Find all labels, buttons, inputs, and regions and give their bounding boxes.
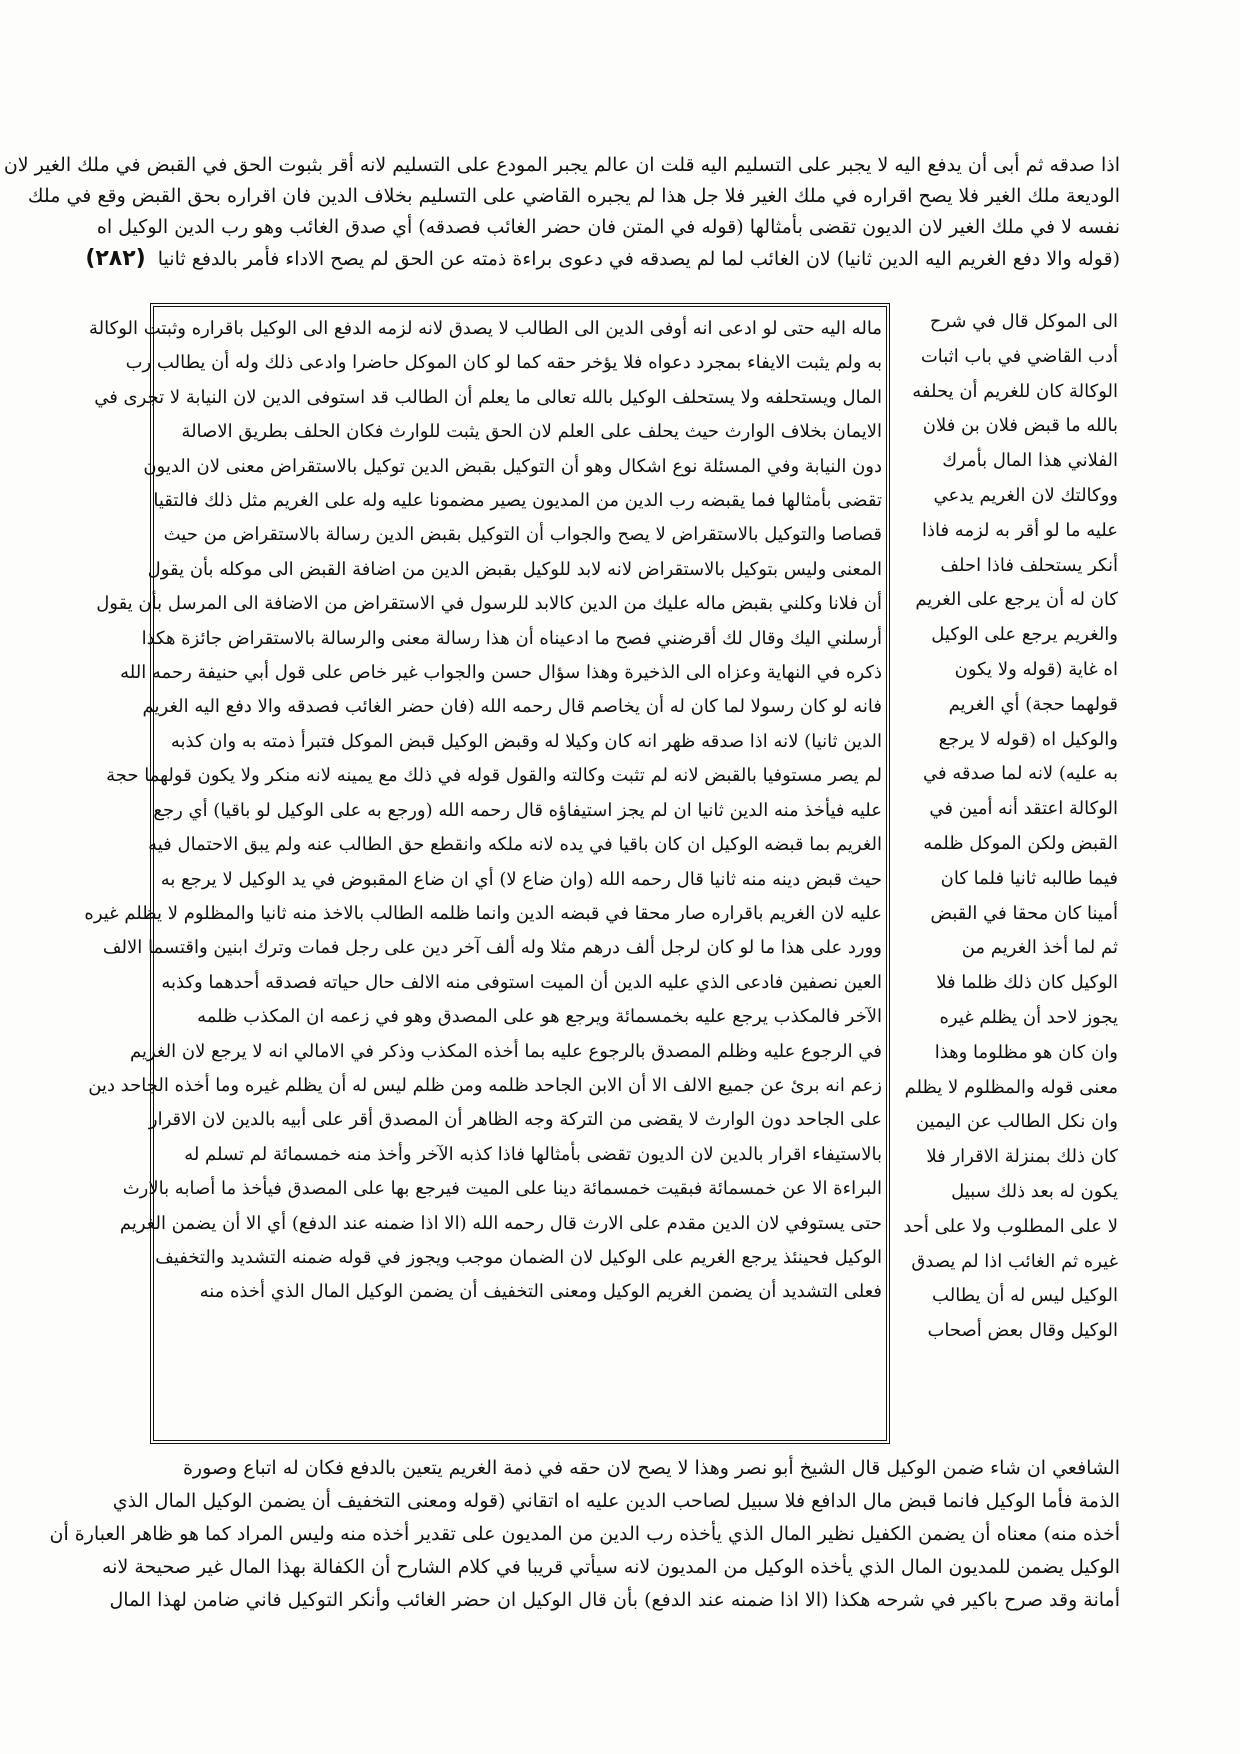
main-line: بالاستيفاء اقرار بالدين لان الديون تقضى بأمثالها فاذا كذبه الآخر وأخذ منه خمسمائة لم تسلم له <box>184 1143 882 1165</box>
main-line: المال ويستحلفه ولا يستحلف الوكيل بالله تعالى ما يعلم أن الطالب قد استوفى الدين لان النيابة لا تجرى في <box>94 386 882 408</box>
side-line: كان له أن يرجع على الغريم <box>915 589 1118 611</box>
footer-line-4: الوكيل يضمن للمديون المال الذي يأخذه الوكيل من المديون لانه سيأتي قريبا في كلام الشارح أن الكفالة بهذا المال غير صحيحة لانه <box>102 1556 1120 1578</box>
side-line: الفلاني هذا المال بأمرك <box>942 450 1118 472</box>
main-line: قصاصا والتوكيل بالاستقراض لا يصح والجواب أن التوكيل بقبض الدين رسالة بالاستقراض من حيث <box>163 524 882 546</box>
main-line: الغريم بما قبضه الوكيل ان كان باقيا في يده لانه ملكه وانقطع حق الطالب عنه ولم يبق الاحتمال فيه <box>148 834 882 856</box>
main-line: على الجاحد دون الوارث لا يقضى من التركة وجه الظاهر أن المصدق أقر على أبيه بالدين لان الاقرار <box>148 1109 882 1131</box>
main-commentary-text <box>84 312 882 1436</box>
main-line: عليه فيأخذ منه الدين ثانيا ان لم يجز استيفاؤه قال رحمه الله (ورجع به على الوكيل لو باقيا) أي رجع <box>153 799 882 821</box>
side-line: القبض ولكن الموكل ظلمه <box>923 832 1118 854</box>
main-line: الدين ثانيا) لانه اذا صدقه ظهر انه كان وكيلا له وقبض الوكيل قبض الموكل فتبرأ ذمته به وان كذبه <box>170 730 882 752</box>
main-line: حيث قبض دينه منه ثانيا قال رحمه الله (وان ضاع لا) أي ان ضاع المقبوض في يد الوكيل لا يرجع به <box>160 868 882 890</box>
side-line: فيما طالبه ثانيا فلما كان <box>940 867 1118 889</box>
side-line: معنى قوله والمظلوم لا يظلم <box>904 1076 1118 1098</box>
side-line: غيره ثم الغائب اذا لم يصدق <box>911 1250 1118 1272</box>
header-line-4 <box>85 243 1120 275</box>
side-line: الوكيل وقال بعض أصحاب <box>927 1320 1118 1342</box>
side-line: كان ذلك بمنزلة الاقرار فلا <box>926 1146 1118 1168</box>
header-line-1: اذا صدقه ثم أبى أن يدفع اليه لا يجبر على التسليم اليه قلت ان عالم يجبر المودع على التسليم لانه أقر بثبوت الحق في القبض في ملك الغير لان <box>3 154 1120 176</box>
main-line: زعم انه برئ عن جميع الالف الا أن الابن الجاحد ظلمه ومن ظلم ليس له أن يظلم غيره وما أخذه الجاحد دين <box>88 1074 882 1096</box>
main-line: أن فلانا وكلني بقبض ماله عليك من الدين كالابد للرسول في الاستقراض من الاضافة الى المرسل بأن يقول <box>96 593 882 615</box>
side-line: الوكالة كان للغريم أن يحلفه <box>912 380 1118 402</box>
side-line: بالله ما قبض فلان بن فلان <box>922 415 1118 437</box>
side-line: أنكر يستحلف فاذا احلف <box>940 554 1118 576</box>
main-line: وورد على هذا ما لو كان لرجل ألف درهم مثلا وله ألف آخر دين على رجل فمات وترك ابنين واقتسما الالف <box>102 937 882 959</box>
main-line: أرسلني اليك وقال لك أقرضني فصح ما ادعيناه أن هذا رسالة معنى والرسالة بالاستقراض جائزة هكذا <box>141 627 882 649</box>
side-line: به عليه) لانه لما صدقه في <box>923 763 1118 785</box>
main-line: الوكيل فحينئذ يرجع الغريم على الوكيل لان الضمان موجب ويجوز في قوله ضمنه التشديد والتخفيف <box>155 1246 882 1268</box>
header-line-3: نفسه لا في ملك الغير لان الديون تقضى بأمثالها (قوله في المتن فان حضر الغائب فصدقه) أي صدق الغائب وهو رب الدين الوكيل اه <box>96 216 1120 238</box>
footer-text-block <box>49 1452 1120 1617</box>
side-line: الوكيل كان ذلك ظلما فلا <box>936 972 1118 994</box>
footer-line-3: أخذه منه) معناه أن يضمن الكفيل نظير المال الذي يأخذه رب الدين من المديون على تقدير أخذه منه وليس المراد كما هو ظاهر العبارة أن <box>49 1523 1120 1545</box>
footer-line-5: أمانة وقد صرح باكير في شرحه هكذا (الا اذا ضمنه عند الدفع) بأن قال الوكيل ان حضر الغائب وأنكر التوكيل فاني ضامن لهذا المال <box>109 1589 1120 1611</box>
main-line: عليه لان الغريم باقراره صار محقا في قبضه الدين وانما ظلمه الطالب بالاخذ منه ثانيا والمظلوم لا يظلم غيره <box>84 902 882 924</box>
side-line: والوكيل اه (قوله لا يرجع <box>938 728 1118 750</box>
main-line: العين نصفين فادعى الذي عليه الدين أن الميت استوفى منه الالف حال حياته فصدقه أحدهما وكذبه <box>161 971 882 993</box>
side-line: والغريم يرجع على الوكيل <box>931 624 1118 646</box>
main-line: المعنى وليس بتوكيل بالاستقراض لانه لابد للوكيل بقبض الدين من اضافة القبض الى موكله بأن يقول <box>147 558 882 580</box>
main-line: فانه لو كان رسولا لما كان له أن يخاصم قال رحمه الله (فان حضر الغائب فصدقه والا دفع اليه الغريم <box>142 696 882 718</box>
main-line: لم يصر مستوفيا بالقبض لانه لم تثبت وكالته والقول قوله في ذلك مع يمينه لانه منكر ولا يكون قولهما حجة <box>106 765 882 787</box>
main-line: به ولم يثبت الايفاء بمجرد دعواه فلا يؤخر حقه كما لو كان الموكل حاضرا وادعى ذلك وله أن يطالب رب <box>125 352 882 374</box>
margin-gloss-text <box>900 305 1118 1445</box>
main-line: البراءة الا عن خمسمائة فبقيت خمسمائة دينا على الميت فيرجع بها على المصدق فيأخذ ما أصابه بالارث <box>122 1178 882 1200</box>
footer-line-2: الذمة فأما الوكيل فانما قبض مال الدافع فلا سبيل لصاحب الدين عليه اه اتقاني (قوله ومعنى التخفيف أن يضمن الوكيل المال الذي <box>112 1490 1120 1512</box>
side-line: وان نكل الطالب عن اليمين <box>915 1111 1118 1133</box>
side-line: اه غاية (قوله ولا يكون <box>954 658 1118 680</box>
side-line: ثم لما أخذ الغريم من <box>961 937 1118 959</box>
side-line: يكون له بعد ذلك سبيل <box>951 1180 1118 1202</box>
page-number: (٢٨٢) <box>85 246 146 271</box>
side-line: لا على المطلوب ولا على أحد <box>903 1215 1118 1237</box>
main-line: ماله اليه حتى لو ادعى انه أوفى الدين الى الطالب لا يصدق لانه لزمه الدفع الى الوكيل باقراره وثبتت الوكالة <box>89 318 882 339</box>
side-line: قولهما حجة) أي الغريم <box>948 693 1118 715</box>
side-line: الوكالة اعتقد أنه أمين في <box>929 798 1118 820</box>
side-line: يجوز لاحد أن يظلم غيره <box>939 1006 1118 1028</box>
header-line-2: الوديعة ملك الغير فلا يصح اقراره في ملك الغير فلا جل هذا لم يجبره القاضي على التسليم بخلاف الدين فان اقراره بحق القبض وقع في ملك <box>27 185 1120 207</box>
main-line: دون النيابة وفي المسئلة نوع اشكال وهو أن التوكيل بقبض الدين توكيل بالاستقراض معنى لان الديون <box>143 455 882 477</box>
side-line: الى الموكل قال في شرح <box>929 311 1118 332</box>
side-line: أدب القاضي في باب اثبات <box>920 345 1118 367</box>
header-text-block <box>3 150 1120 275</box>
main-line: حتى يستوفي لان الدين مقدم على الارث قال رحمه الله (الا اذا ضمنه عند الدفع) أي الا أن يضمن الغريم <box>119 1212 882 1234</box>
side-line: أمينا كان محقا في القبض <box>930 902 1118 924</box>
main-line: ذكره في النهاية وعزاه الى الذخيرة وهذا سؤال حسن والجواب غير خاص على قول أبي حنيفة رحمه الله <box>120 662 882 684</box>
main-line: في الرجوع عليه وظلم المصدق بالرجوع عليه بما أخذه المكذب وذكر في الامالي انه لا يرجع لان الغريم <box>130 1040 882 1062</box>
side-line: ووكالتك لان الغريم يدعي <box>933 484 1118 506</box>
main-line: تقضى بأمثالها فما يقبضه رب الدين من المديون يصير مضمونا عليه وله على الغريم مثل ذلك فالتقيا <box>153 490 882 512</box>
side-line: عليه ما لو أقر به لزمه فاذا <box>921 519 1118 541</box>
main-line: الآخر فالمكذب يرجع عليه بخمسمائة ويرجع هو على المصدق وهو في زعمه ان المكذب ظلمه <box>197 1006 882 1028</box>
side-line: الوكيل ليس له أن يطالب <box>932 1285 1118 1307</box>
side-line: وان كان هو مظلوما وهذا <box>934 1041 1118 1063</box>
footer-line-1: الشافعي ان شاء ضمن الوكيل قال الشيخ أبو نصر وهذا لا يصح لان حقه في ذمة الغريم يتعين بالدفع فكان له اتباع وصورة <box>182 1457 1120 1479</box>
main-line: فعلى التشديد أن يضمن الغريم الوكيل ومعنى التخفيف أن يضمن الوكيل المال الذي أخذه منه <box>199 1281 882 1303</box>
main-line: الايمان بخلاف الوارث حيث يحلف على العلم لان الحق يثبت للوارث فكان الحلف بطريق الاصالة <box>181 421 882 443</box>
header-line-4-text: (قوله والا دفع الغريم اليه الدين ثانيا) لان الغائب لما لم يصدقه في دعوى براءة ذمته عن الحق لم يصح الاداء فأمر بالدفع ثانيا <box>157 248 1120 270</box>
